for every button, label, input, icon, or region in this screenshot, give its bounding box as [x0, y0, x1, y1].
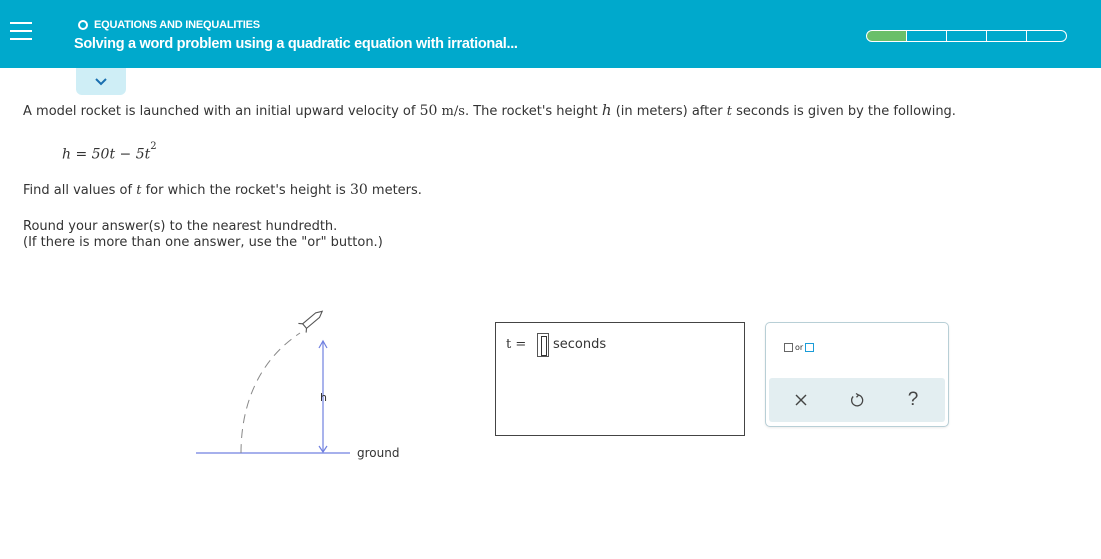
find-text: meters.: [371, 183, 422, 198]
progress-segment: [1027, 30, 1067, 42]
target-height-value: 30: [349, 182, 368, 198]
top-bar: [0, 0, 1101, 68]
progress-segment: [907, 30, 947, 42]
progress-bar: [866, 30, 1067, 42]
rocket-icon: [298, 307, 326, 333]
or-box-icon: [805, 343, 814, 352]
answer-tools-panel: [765, 322, 949, 427]
problem-text: seconds is given by the following.: [736, 104, 956, 119]
expand-header-button[interactable]: [76, 68, 126, 95]
or-instruction: (If there is more than one answer, use the "or" button.): [23, 235, 383, 250]
undo-icon: [849, 392, 865, 408]
velocity-value: 50: [419, 103, 438, 119]
or-button[interactable]: [784, 343, 814, 352]
help-icon: ?: [907, 389, 919, 410]
ground-label: ground: [357, 446, 400, 460]
time-variable: t: [726, 104, 732, 119]
find-text: for which the rocket's height is: [145, 183, 346, 198]
chevron-down-icon: [95, 78, 107, 86]
undo-button[interactable]: [843, 386, 871, 414]
topic-label: EQUATIONS AND INEQUALITIES: [94, 19, 260, 31]
find-variable: t: [136, 183, 142, 198]
height-variable: h: [601, 101, 612, 119]
problem-text: (in meters) after: [615, 104, 723, 119]
answer-unit: seconds: [553, 337, 607, 352]
problem-text: . The rocket's height: [464, 104, 598, 119]
clear-button[interactable]: [787, 386, 815, 414]
tool-row: [769, 378, 945, 422]
find-text: Find all values of: [23, 183, 133, 198]
round-instruction: Round your answer(s) to the nearest hundredth.: [23, 219, 338, 234]
help-button[interactable]: [899, 386, 927, 414]
velocity-unit: m/s: [441, 104, 465, 119]
answer-box: [495, 322, 745, 436]
or-label: or: [795, 343, 804, 352]
equation-text: h = 50t − 5t: [62, 146, 151, 163]
answer-input[interactable]: [537, 333, 549, 357]
topic-status-icon: [78, 20, 88, 30]
find-instruction: [23, 182, 422, 198]
progress-segment: [947, 30, 987, 42]
answer-variable-label: t =: [506, 337, 527, 352]
problem-text: A model rocket is launched with an initial upward velocity of: [23, 104, 416, 119]
topic-line: [78, 19, 260, 31]
or-box-icon: [784, 343, 793, 352]
equation-exponent: 2: [150, 141, 157, 152]
lesson-title: Solving a word problem using a quadratic equation with irrational...: [74, 36, 518, 52]
menu-icon[interactable]: [10, 22, 32, 42]
height-equation: [62, 141, 157, 163]
height-label: h: [320, 391, 327, 404]
trajectory-path: [241, 333, 300, 453]
progress-segment: [987, 30, 1027, 42]
close-icon: [795, 394, 807, 406]
problem-statement: [23, 101, 956, 119]
progress-segment: [866, 30, 907, 42]
